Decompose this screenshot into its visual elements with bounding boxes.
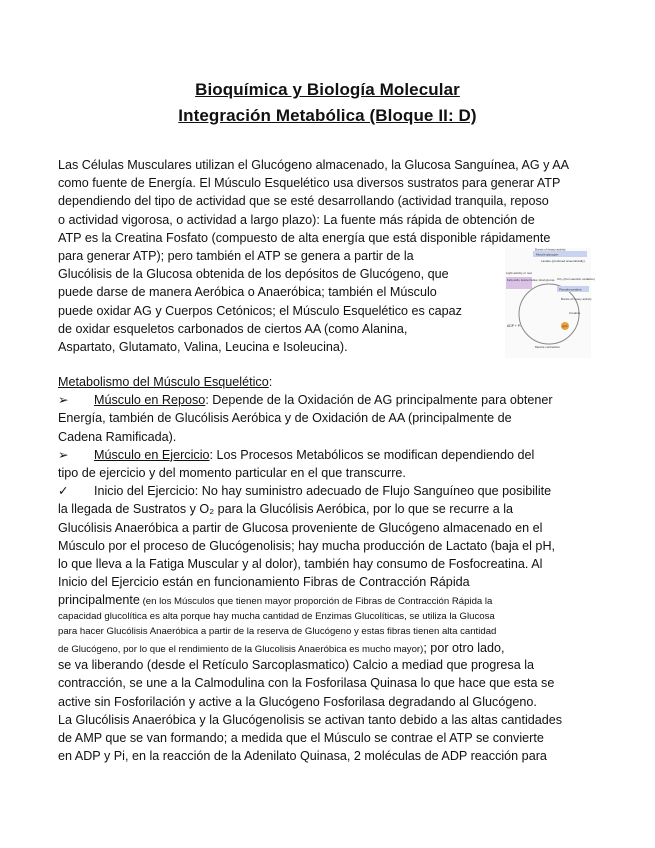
small-text-line: para hacer Glucólisis Anaeróbica a partir de la reserva de Glucógeno y estas fibras tienen alta cantidad bbox=[58, 626, 497, 638]
intro-line: puede oxidar AG y Cuerpos Cetónicos; el Músculo Esquelético es capaz bbox=[58, 303, 462, 318]
rest-line: contracción, se une a la Calmodulina con la Fosforilasa Quinasa lo que hace que esta se bbox=[58, 676, 555, 691]
section-heading-line: Metabolismo del Músculo Esquelético: bbox=[58, 375, 273, 389]
intro-line: ATP es la Creatina Fosfato (compuesto de alta energía que está disponible rápidamente bbox=[58, 230, 551, 245]
arrow-bullet-icon: ➢ bbox=[58, 393, 69, 408]
inicio-line: Músculo por el proceso de Glucógenolisis; hay mucha producción de Lactato (baja el pH, bbox=[58, 538, 556, 553]
inicio-line: Inicio del Ejercicio están en funcionamiento Fibras de Contracción Rápida bbox=[58, 575, 470, 590]
figure-label: Light activity or rest bbox=[506, 271, 532, 275]
inicio-line: la llegada de Sustratos y O₂ para la Glucólisis Aeróbica, por lo que se recurre a la bbox=[58, 502, 514, 517]
figure-label: Fatty acids, ketone bodies, blood glucose bbox=[507, 279, 555, 282]
rest-line: se va liberando (desde el Retículo Sarcoplasmatico) Calcio a mediad que progresa la bbox=[58, 658, 535, 673]
small-text-line: capacidad glucolítica es alta porque hay mucha cantidad de Enzimas Glucolíticas, se utiliza la Glucosa bbox=[58, 611, 495, 623]
ejercicio-line: ➢ Músculo en Ejercicio: Los Procesos Metabólicos se modifican dependiendo del bbox=[58, 446, 598, 464]
intro-line: para generar ATP); pero también el ATP se genera a partir de la bbox=[58, 248, 414, 263]
ejercicio-label: Músculo en Ejercicio bbox=[94, 447, 210, 462]
page-subtitle: Integración Metabólica (Bloque II: D) bbox=[178, 106, 477, 125]
rest-line: de AMP que se van formando; a medida que el Músculo se contrae el ATP se convierte bbox=[58, 731, 544, 745]
ejercicio-line: tipo de ejercicio y del momento particular en el que transcurre. bbox=[58, 465, 406, 480]
figure-label: CO₂ (from aerobic oxidation) bbox=[557, 277, 596, 281]
check-bullet-icon: ✓ bbox=[58, 484, 69, 499]
rest-line: La Glucólisis Anaeróbica y la Glucógenolisis se activan tanto debido a las altas cantidades bbox=[58, 712, 563, 727]
arrow-bullet-icon: ➢ bbox=[58, 447, 69, 462]
intro-line: Aspartato, Glutamato, Valina, Leucina e Isoleucina). bbox=[58, 339, 348, 354]
reposo-line: ➢ Músculo en Reposo: Depende de la Oxidación de AG principalmente para obtener bbox=[58, 391, 598, 409]
figure-label: Bursts of heavy activity bbox=[535, 247, 566, 252]
figure-label: Bursts of heavy activity bbox=[561, 297, 592, 301]
section-body bbox=[58, 373, 598, 765]
figure-label: ADP + Pᵢ bbox=[507, 324, 521, 328]
section-heading: Metabolismo del Músculo Esquelético bbox=[58, 375, 269, 389]
inicio-line: Glucólisis Anaeróbica a partir de Glucosa proveniente de Glucógeno almacenado en el bbox=[58, 520, 543, 535]
muscle-metabolism-figure bbox=[505, 247, 596, 358]
principal-line bbox=[58, 591, 598, 609]
principal-word: principalmente bbox=[58, 593, 140, 608]
small-text-line: de Glucógeno, por lo que el rendimiento de la Glucolisis Anaeróbica es mucho mayor); por otro lado, bbox=[58, 641, 505, 656]
intro-line: o actividad vigorosa, o actividad a largo plazo): La fuente más rápida de obtención de bbox=[58, 212, 535, 227]
inicio-line: lo que lleva a la Fatiga Muscular y al dolor), también hay consumo de Fosfocreatina. Al bbox=[58, 556, 543, 571]
intro-line: de oxidar esqueletos carbonados de ciertos AA (como Alanina, bbox=[58, 321, 408, 336]
figure-label: ATP bbox=[562, 324, 568, 329]
figure-label: Phosphocreatine bbox=[559, 287, 582, 292]
intro-line: dependiendo del tipo de actividad que se esté desarrollando (actividad tranquila, reposo bbox=[58, 194, 549, 209]
figure-label: Muscle glycogen bbox=[536, 252, 559, 257]
reposo-line: Energía, también de Glucólisis Aeróbica y de Oxidación de AA (principalmente de bbox=[58, 411, 512, 426]
rest-line: en ADP y Pi, en la reacción de la Adenilato Quinasa, 2 moléculas de ADP reacción para bbox=[58, 749, 547, 764]
intro-line: Las Células Musculares utilizan el Glucógeno almacenado, la Glucosa Sanguínea, AG y AA bbox=[58, 158, 570, 172]
intro-line: puede darse de manera Aeróbica o Anaeróbica; también el Músculo bbox=[58, 285, 437, 300]
intro-line: Glucólisis de la Glucosa obtenida de los depósitos de Glucógeno, que bbox=[58, 267, 449, 282]
reposo-line: Cadena Ramificada). bbox=[58, 429, 177, 444]
small-text: (en los Músculos que tienen mayor proporción de Fibras de Contracción Rápida la bbox=[139, 596, 493, 608]
reposo-label: Músculo en Reposo bbox=[94, 393, 206, 408]
figure-label: Muscle contraction bbox=[535, 345, 561, 349]
rest-line: active sin Fosforilación y active a la Glucógeno Fosforilasa degradando al Glucógeno. bbox=[58, 694, 537, 709]
figure-label: Creatine bbox=[569, 311, 581, 315]
intro-line: como fuente de Energía. El Músculo Esquelético usa diversos sustratos para generar ATP bbox=[58, 176, 561, 191]
inicio-line: ✓ Inicio del Ejercicio: No hay suministro adecuado de Flujo Sanguíneo que posibilite bbox=[58, 482, 598, 500]
figure-label: Lactate (produced anaerobically) bbox=[541, 259, 585, 263]
page-title: Bioquímica y Biología Molecular bbox=[195, 80, 460, 99]
